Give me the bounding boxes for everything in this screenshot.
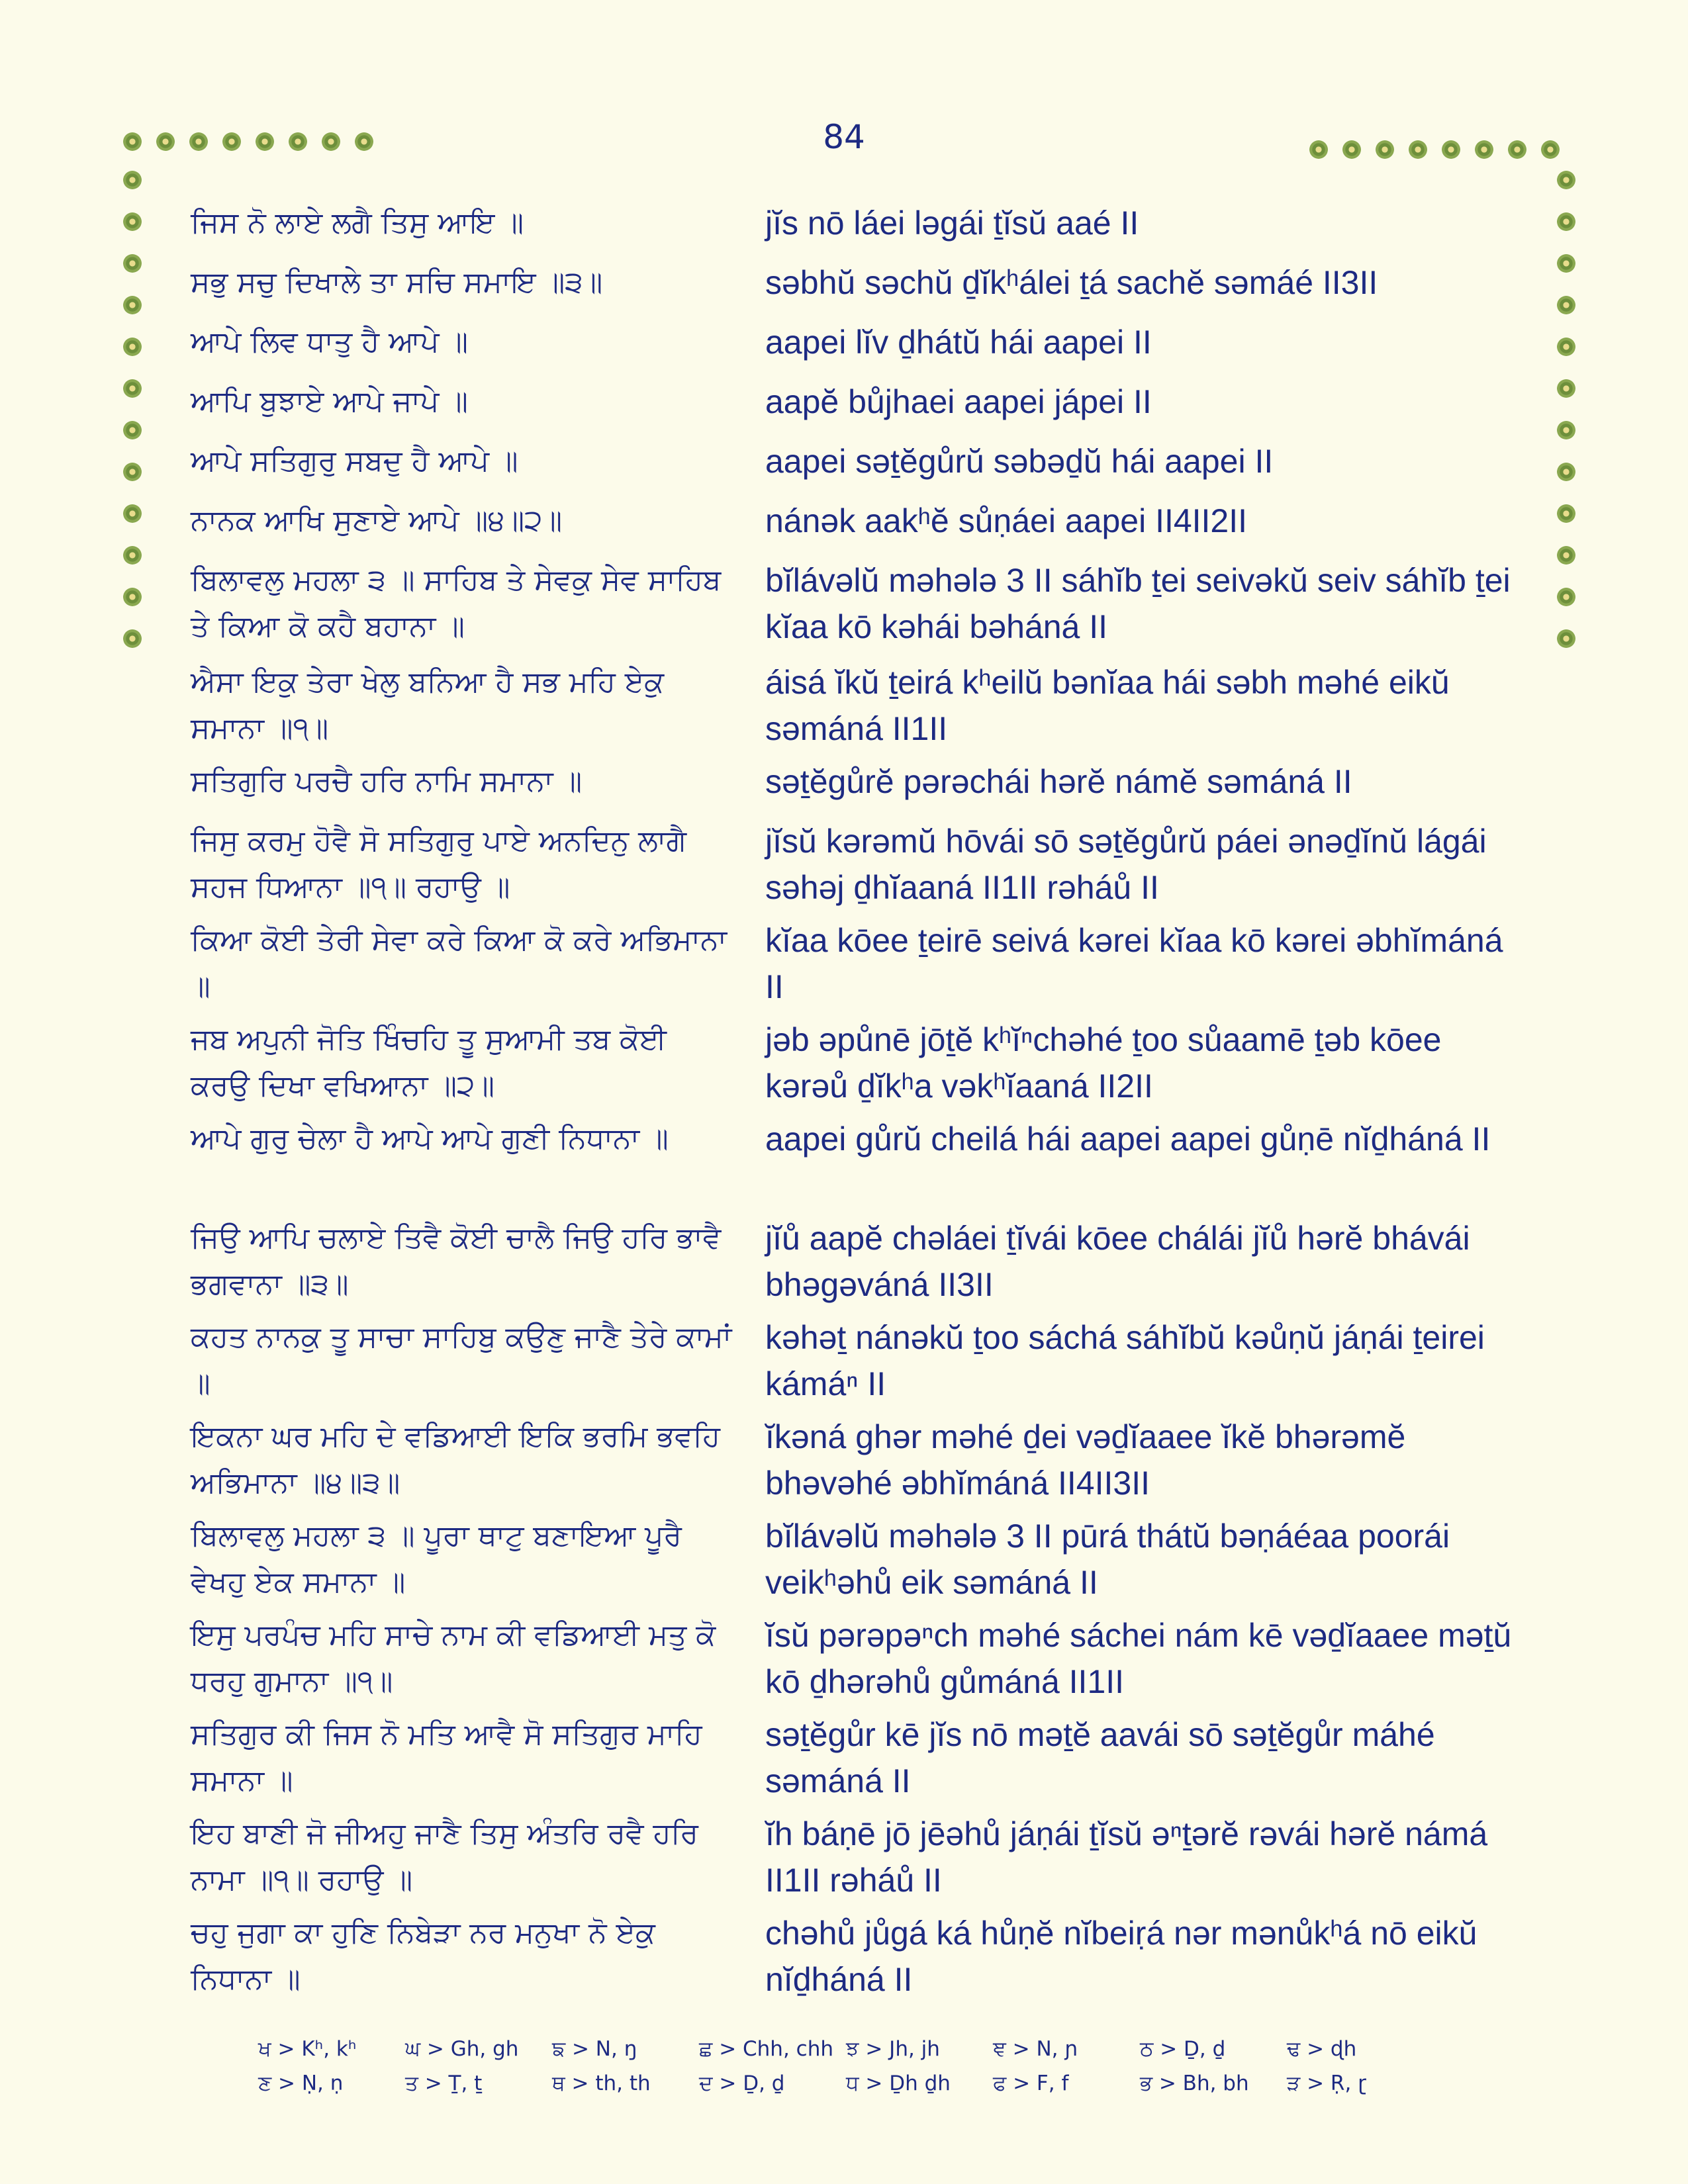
gurmukhi-text: ਜਬ ਅਪੁਨੀ ਜੋਤਿ ਖਿੰਚਹਿ ਤੂ ਸੁਆਮੀ ਤਬ ਕੋਈ ਕਰਉ ਦਿਖਾ ਵਖਿਆਨਾ ॥੨॥ — [191, 1023, 667, 1103]
transliteration-text: səṯĕgůr kē jĭs nō məṯĕ aavái sō səṯĕgůr máhé səmáná II — [765, 1716, 1435, 1799]
transliteration-text: áisá ĭkŭ ṯeirá kʰeilŭ bənĭaa hái səbh məhé eikŭ səmáná II1II — [765, 664, 1450, 747]
transliteration-text: jĭs nō láei ləgái ṯĭsŭ aaé II — [765, 205, 1139, 242]
legend-item: ਠ > Ḏ, ḏ — [1140, 2037, 1226, 2061]
gurmukhi-text: ਜਿਉ ਆਪਿ ਚਲਾਏ ਤਿਵੈ ਕੋਈ ਚਾਲੈ ਜਿਉ ਹਰਿ ਭਾਵੈ ਭਗਵਾਨਾ ॥੩॥ — [191, 1221, 722, 1301]
gurmukhi-text: ਆਪੇ ਗੁਰੁ ਚੇਲਾ ਹੈ ਆਪੇ ਆਪੇ ਗੁਣੀ ਨਿਧਾਨਾ ॥ — [191, 1122, 669, 1156]
gurmukhi-text: ਆਪੇ ਲਿਵ ਧਾਤੁ ਹੈ ਆਪੇ ॥ — [191, 325, 469, 359]
gurmukhi-text: ਜਿਸੁ ਕਰਮੁ ਹੋਵੈ ਸੋ ਸਤਿਗੁਰੁ ਪਾਏ ਅਨਦਿਨੁ ਲਾਗੈ ਸਹਜ ਧਿਆਨਾ ॥੧॥ ਰਹਾਉ ॥ — [191, 824, 687, 904]
legend-item: ਛ > Chh, chh — [699, 2037, 834, 2061]
legend-item: ਞ > N, ɲ — [993, 2037, 1078, 2061]
legend-item: ਫ > F, f — [993, 2071, 1069, 2095]
legend-item: ਤ > Ṯ, ṯ — [405, 2071, 483, 2095]
legend-item: ਢ > ɖh — [1287, 2037, 1357, 2061]
transliteration-text: chəhů jůgá ká hůṇĕ nĭbeiṛá nər mənůkʰá nō eikŭ nĭḏháná II — [765, 1915, 1477, 1998]
page-number: 84 — [823, 118, 865, 156]
transliteration-text: nánək aakʰĕ sůṇáei aapei II4II2II — [765, 502, 1248, 539]
transliteration-text: jĭů aapĕ chəláei ṯĭvái kōee chálái jĭů hərĕ bhávái bhəgəváná II3II — [765, 1220, 1470, 1303]
gurmukhi-text: ਸਭੁ ਸਚੁ ਦਿਖਾਲੇ ਤਾ ਸਚਿ ਸਮਾਇ ॥੩॥ — [191, 265, 603, 299]
gurmukhi-text: ਚਹੁ ਜੁਗਾ ਕਾ ਹੁਣਿ ਨਿਬੇੜਾ ਨਰ ਮਨੁਖਾ ਨੋ ਏਕੁ ਨਿਧਾਨਾ ॥ — [191, 1916, 655, 1996]
legend-item: ਖ > Kʰ, kʰ — [258, 2037, 357, 2061]
legend-item: ੜ > Ṛ, ɽ — [1287, 2071, 1366, 2095]
legend-item: ਝ > Jh, jh — [846, 2037, 940, 2061]
gurmukhi-text: ਨਾਨਕ ਆਖਿ ਸੁਣਾਏ ਆਪੇ ॥੪॥੨॥ — [191, 504, 563, 537]
legend-item: ਥ > th, th — [552, 2071, 651, 2095]
transliteration-text: aapei gůrŭ cheilá hái aapei aapei gůṇē nĭḏháná II — [765, 1120, 1491, 1158]
transliteration-text: aapei lĭv ḏhátŭ hái aapei II — [765, 324, 1152, 361]
legend-item: ਦ > Ḏ, ḏ — [699, 2071, 785, 2095]
gurmukhi-text: ਇਸੁ ਪਰਪੰਚ ਮਹਿ ਸਾਚੇ ਨਾਮ ਕੀ ਵਡਿਆਈ ਮਤੁ ਕੋ ਧਰਹੁ ਗੁਮਾਨਾ ॥੧॥ — [191, 1618, 716, 1698]
legend-item: ਧ > Ḏh ḏh — [846, 2071, 951, 2095]
transliteration-text: bĭlávəlŭ məhələ 3 II pūrá thátŭ bəṇáéaa poorái veikʰəhů eik səmáná II — [765, 1518, 1450, 1601]
legend-row — [258, 2071, 1450, 2106]
transliteration-text: kĭaa kōee ṯeirē seivá kərei kĭaa kō kərei əbhĭmáná II — [765, 922, 1503, 1005]
transliteration-text: jəb əpůnē jōṯĕ kʰĭⁿchəhé ṯoo sůaamē ṯəb kōee kərəů ḏĭkʰa vəkʰĭaaná II2II — [765, 1021, 1442, 1105]
gurmukhi-text: ਇਕਨਾ ਘਰ ਮਹਿ ਦੇ ਵਡਿਆਈ ਇਕਿ ਭਰਮਿ ਭਵਹਿ ਅਭਿਮਾਨਾ ॥੪॥੩॥ — [191, 1420, 721, 1500]
transliteration-legend — [258, 2037, 1450, 2106]
gurmukhi-text: ਬਿਲਾਵਲੁ ਮਹਲਾ ੩ ॥ ਸਾਹਿਬ ਤੇ ਸੇਵਕੁ ਸੇਵ ਸਾਹਿਬ ਤੇ ਕਿਆ ਕੋ ਕਹੈ ਬਹਾਨਾ ॥ — [191, 563, 722, 643]
legend-item: ਙ > N, ŋ — [552, 2037, 637, 2061]
legend-item: ਘ > Gh, gh — [405, 2037, 519, 2061]
legend-item: ਭ > Bh, bh — [1140, 2071, 1249, 2095]
transliteration-text: kəhəṯ nánəkŭ ṯoo sáchá sáhĭbŭ kəůṇŭ jáṇái ṯeirei kámáⁿ II — [765, 1319, 1485, 1402]
gurmukhi-text: ਐਸਾ ਇਕੁ ਤੇਰਾ ਖੇਲੁ ਬਨਿਆ ਹੈ ਸਭ ਮਹਿ ਏਕੁ ਸਮਾਨਾ ॥੧॥ — [191, 665, 665, 745]
legend-item: ਣ > Ṇ, ṇ — [258, 2071, 344, 2095]
transliteration-text: ĭsŭ pərəpəⁿch məhé sáchei nám kē vəḏĭaaee məṯŭ kō ḏhərəhů gůmáná II1II — [765, 1617, 1512, 1700]
gurmukhi-text: ਜਿਸ ਨੋ ਲਾਏ ਲਗੈ ਤਿਸੁ ਆਇ ॥ — [191, 206, 524, 240]
gurmukhi-text: ਆਪੇ ਸਤਿਗੁਰੁ ਸਬਦੁ ਹੈ ਆਪੇ ॥ — [191, 444, 518, 478]
transliteration-text: səṯĕgůrĕ pərəchái hərĕ námĕ səmáná II — [765, 763, 1352, 800]
transliteration-text: aapĕ bůjhaei aapei jápei II — [765, 383, 1152, 420]
gurmukhi-text: ਇਹ ਬਾਣੀ ਜੋ ਜੀਅਹੁ ਜਾਣੈ ਤਿਸੁ ਅੰਤਰਿ ਰਵੈ ਹਰਿ ਨਾਮਾ ॥੧॥ ਰਹਾਉ ॥ — [191, 1817, 698, 1897]
gurmukhi-text: ਕਹਤ ਨਾਨਕੁ ਤੂ ਸਾਚਾ ਸਾਹਿਬੁ ਕਉਣੁ ਜਾਣੈ ਤੇਰੇ ਕਾਮਾਂ ॥ — [191, 1320, 732, 1400]
transliteration-text: jĭsŭ kərəmŭ hōvái sō səṯĕgůrŭ páei ənəḏĭnŭ lágái səhəj ḏhĭaaná II1II rəháů II — [765, 823, 1487, 906]
gurmukhi-text: ਸਤਿਗੁਰਿ ਪਰਚੈ ਹਰਿ ਨਾਮਿ ਸਮਾਨਾ ॥ — [191, 764, 583, 798]
gurmukhi-text: ਆਪਿ ਬੁਝਾਏ ਆਪੇ ਜਾਪੇ ॥ — [191, 385, 468, 418]
gurmukhi-text: ਬਿਲਾਵਲੁ ਮਹਲਾ ੩ ॥ ਪੂਰਾ ਥਾਟੁ ਬਣਾਇਆ ਪੂਰੈ ਵੇਖਹੁ ਏਕ ਸਮਾਨਾ ॥ — [191, 1519, 682, 1599]
legend-row — [258, 2037, 1450, 2071]
transliteration-text: aapei səṯĕgůrŭ səbəḏŭ hái aapei II — [765, 443, 1274, 480]
gurmukhi-text: ਕਿਆ ਕੋਈ ਤੇਰੀ ਸੇਵਾ ਕਰੇ ਕਿਆ ਕੋ ਕਰੇ ਅਭਿਮਾਨਾ ॥ — [191, 923, 727, 1003]
transliteration-text: bĭlávəlŭ məhələ 3 II sáhĭb ṯei seivəkŭ seiv sáhĭb ṯei kĭaa kō kəhái bəháná II — [765, 562, 1511, 645]
gurmukhi-text: ਸਤਿਗੁਰ ਕੀ ਜਿਸ ਨੋ ਮਤਿ ਆਵੈ ਸੋ ਸਤਿਗੁਰ ਮਾਹਿ ਸਮਾਨਾ ॥ — [191, 1717, 702, 1797]
transliteration-text: ĭh báṇē jō jēəhů jáṇái ṯĭsŭ əⁿṯərĕ rəvái hərĕ námá II1II rəháů II — [765, 1815, 1488, 1899]
transliteration-text: ĭkəná ghər məhé ḏei vəḏĭaaee ĭkĕ bhərəmĕ bhəvəhé əbhĭmáná II4II3II — [765, 1418, 1406, 1502]
transliteration-text: səbhŭ səchŭ ḏĭkʰálei ṯá sachĕ səmáé II3II — [765, 264, 1378, 301]
